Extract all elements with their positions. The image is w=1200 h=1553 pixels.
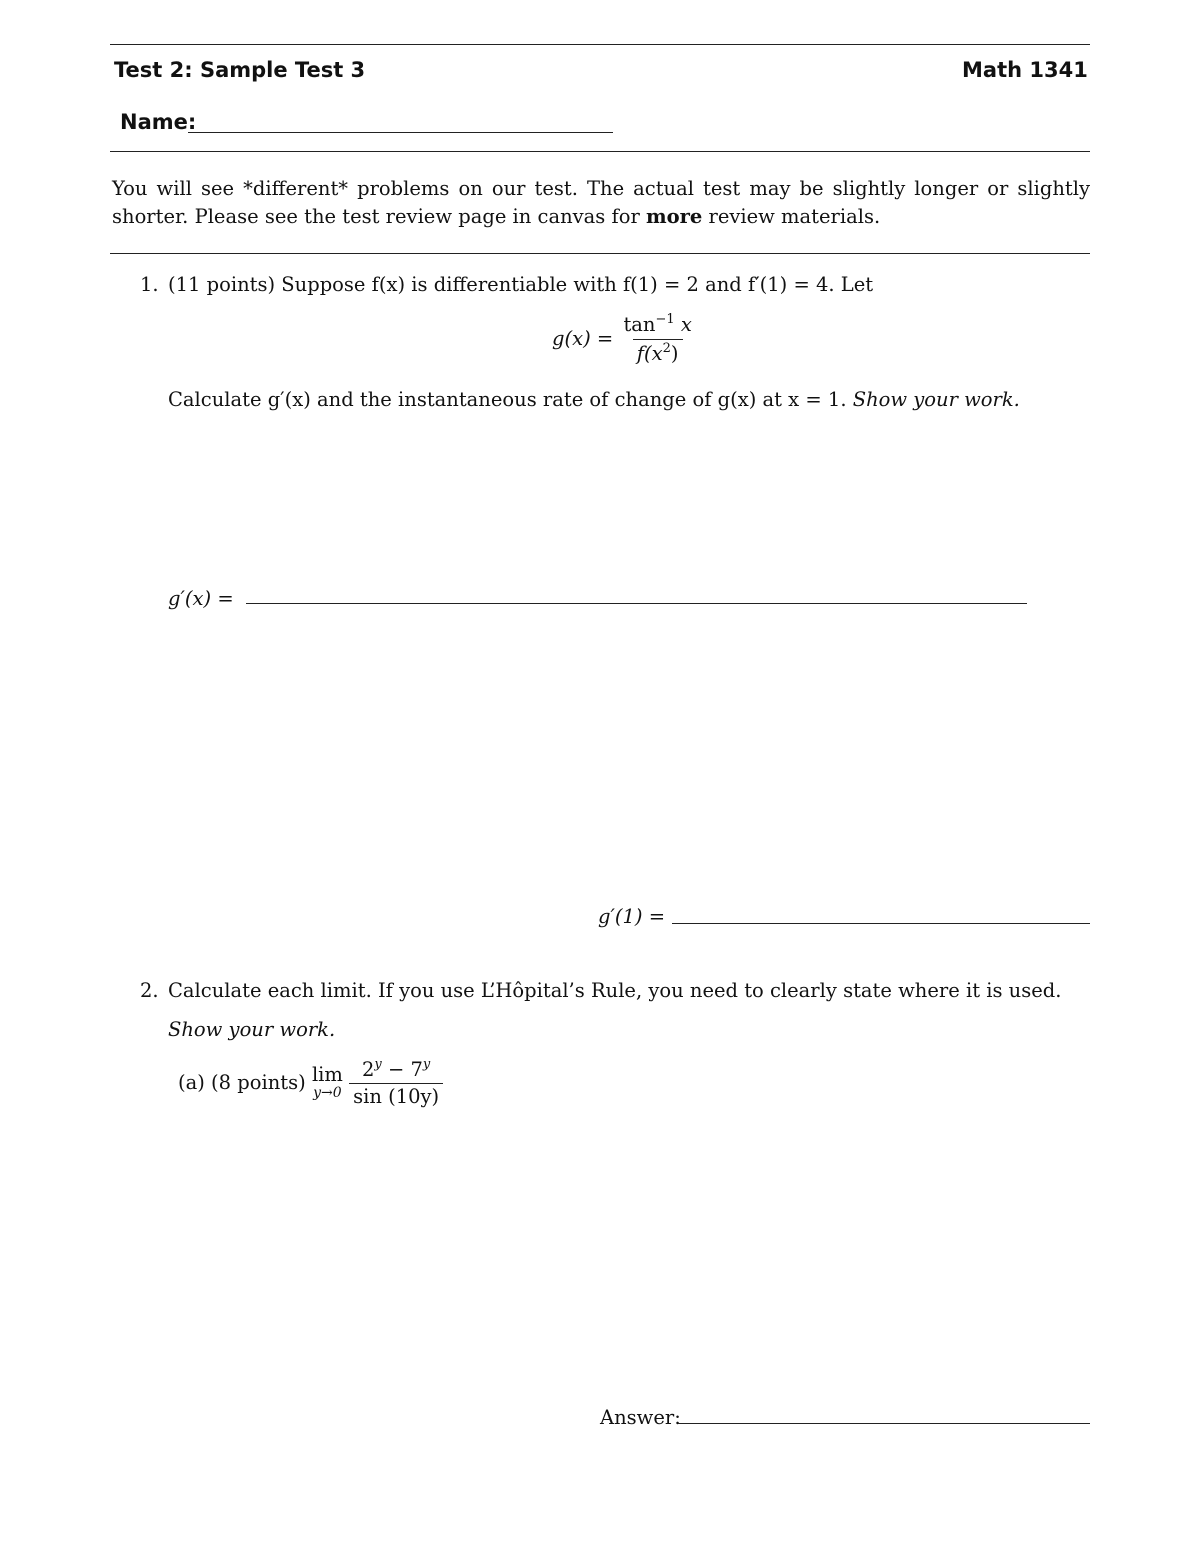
lim-text: lim <box>311 1062 343 1086</box>
problem-2-statement: Calculate each limit. If you use L’Hôpital’s Rule, you need to clearly state where it is used. <box>168 979 1062 1002</box>
problem-1-formula <box>552 312 696 367</box>
formula-denominator <box>633 339 683 367</box>
test-title: Test 2: Sample Test 3 <box>114 58 366 82</box>
problem-1-number: 1. <box>140 273 159 296</box>
instructions-text-1: You will see *different* problems on our test. The actual test may be slightly longer or slightly shorter. Please see the test review page in canvas for <box>112 177 1090 228</box>
answer-g-prime-x-label: g′(x) = <box>168 587 234 610</box>
answer-2a-label: Answer: <box>600 1406 681 1429</box>
den-text: f(x <box>636 342 663 365</box>
instructions-emphasis: more <box>645 205 703 228</box>
formula-lhs: g(x) = <box>552 327 614 350</box>
instructions <box>112 175 1090 231</box>
den-exponent: 2 <box>662 341 671 356</box>
problem-2-show-work: Show your work. <box>168 1018 336 1041</box>
problem-1-statement-text: Suppose f(x) is differentiable with f(1) = 2 and f′(1) = 4. Let <box>281 273 874 296</box>
formula-numerator <box>619 312 695 339</box>
limit-numerator <box>358 1058 434 1083</box>
problem-1-show-work: Show your work. <box>852 388 1020 411</box>
problem-2a <box>178 1058 443 1109</box>
den-close: ) <box>670 342 679 365</box>
top-rule <box>110 44 1090 45</box>
limit-denominator: sin (10y) <box>349 1083 443 1109</box>
num-base-2: 7 <box>410 1058 423 1081</box>
name-field[interactable] <box>188 132 613 133</box>
instructions-rule <box>110 253 1090 254</box>
numerator-var: x <box>680 313 692 336</box>
num-base-1: 2 <box>361 1058 375 1081</box>
limit-operator <box>311 1062 343 1102</box>
problem-1-task-text: Calculate g′(x) and the instantaneous rate of change of g(x) at x = 1. <box>168 388 847 411</box>
header-rule <box>110 151 1090 152</box>
answer-g-prime-x-field[interactable] <box>246 603 1027 604</box>
formula-fraction <box>619 312 695 367</box>
problem-1-points: (11 points) <box>168 273 276 296</box>
tan-exponent: −1 <box>655 312 675 327</box>
problem-1-task <box>168 386 1020 414</box>
answer-2a-field[interactable] <box>678 1423 1090 1424</box>
num-minus: − <box>381 1058 411 1081</box>
course-name: Math 1341 <box>962 58 1088 82</box>
problem-1-statement <box>168 271 873 299</box>
name-label: Name: <box>120 110 197 134</box>
tan-text: tan <box>623 313 656 336</box>
lim-subscript: y→0 <box>313 1084 342 1101</box>
answer-g-prime-1-field[interactable] <box>672 923 1090 924</box>
limit-fraction <box>349 1058 443 1109</box>
num-exp-2: y <box>422 1057 431 1072</box>
problem-2-number: 2. <box>140 979 159 1002</box>
instructions-text-2: review materials. <box>702 205 881 228</box>
answer-g-prime-1-label: g′(1) = <box>598 905 666 928</box>
problem-2a-points: (8 points) <box>211 1071 306 1094</box>
num-exp-1: y <box>374 1057 382 1072</box>
problem-2a-label: (a) <box>178 1071 205 1094</box>
